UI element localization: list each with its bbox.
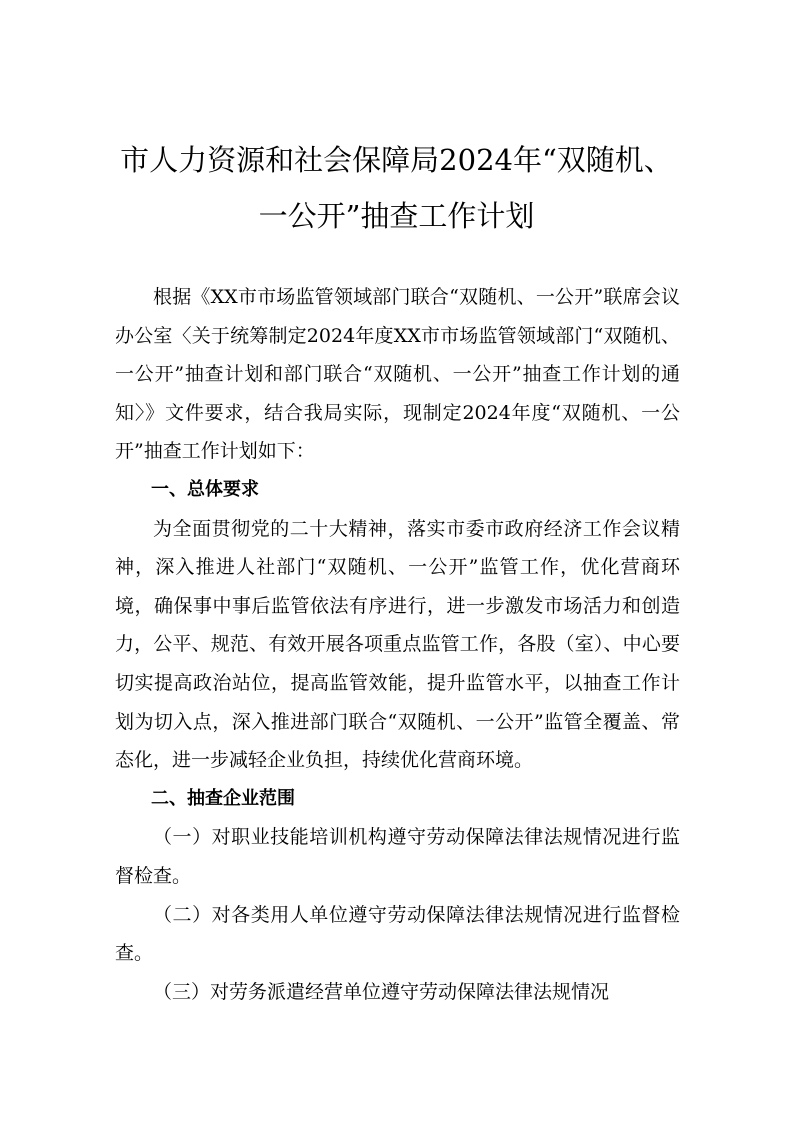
scope-item-3: （三）对劳务派遣经营单位遵守劳动保障法律法规情况 [153, 980, 610, 1003]
section-2-heading: 二、抽查企业范围 [151, 787, 295, 809]
section-1-heading: 一、总体要求 [151, 478, 259, 500]
intro-paragraph: 根据《XX市市场监管领域部门联合“双随机、一公开”联席会议办公室〈关于统筹制定2024年度XX市市场监管领域部门“双随机、一公开”抽查计划和部门联合“双随机、一公开”抽查工作计划的通知〉》文件要求，结合我局实际，现制定2024年度“双随机、一公开”抽查工作计划如下： [115, 286, 680, 463]
section-1-paragraph: 为全面贯彻党的二十大精神，落实市委市政府经济工作会议精神，深入推进人社部门“双随机、一公开”监管工作，优化营商环境，确保事中事后监管依法有序进行，进一步激发市场活力和创造力，公平、规范、有效开展各项重点监管工作，各股（室）、中心要切实提高政治站位，提高监管效能，提升监管水平，以抽查工作计划为切入点，深入推进部门联合“双随机、一公开”监管全覆盖、常态化，进一步减轻企业负担，持续优化营商环境。 [115, 517, 680, 772]
document-title [110, 132, 683, 244]
scope-item-2: （二）对各类用人单位遵守劳动保障法律法规情况进行监督检查。 [115, 903, 680, 965]
scope-item-1: （一）对职业技能培训机构遵守劳动保障法律法规情况进行监督检查。 [115, 826, 680, 887]
title-line-2: 一公开”抽查工作计划 [258, 199, 535, 233]
document-body [115, 278, 680, 1011]
title-line-1: 市人力资源和社会保障局2024年“双随机、 [120, 143, 673, 177]
